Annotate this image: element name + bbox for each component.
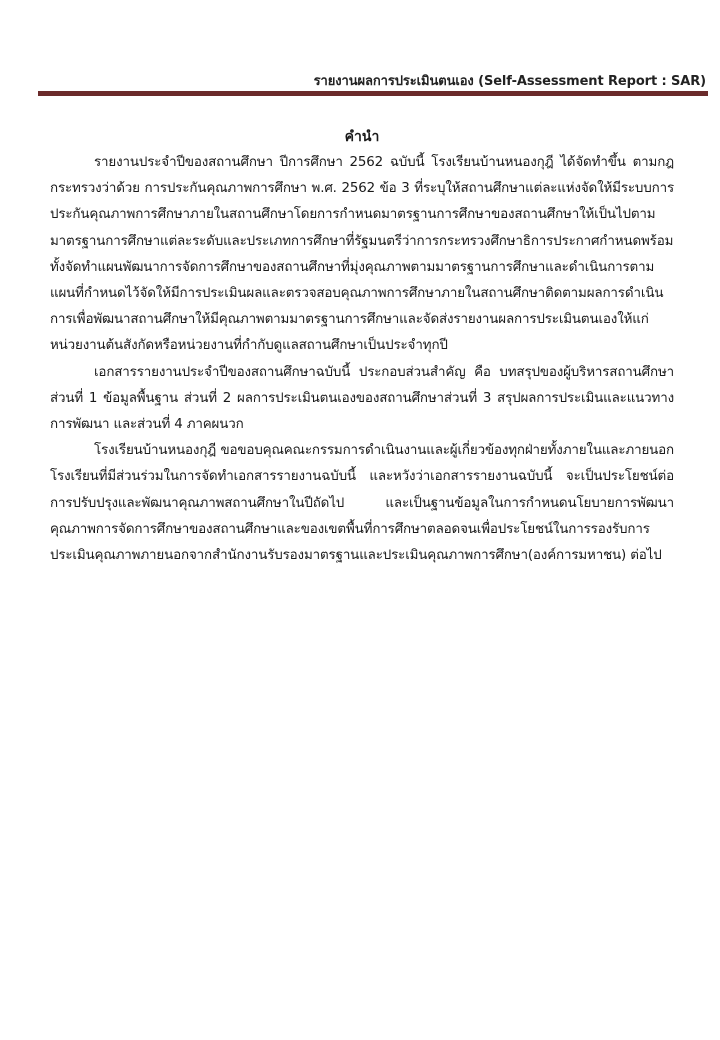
report-title: รายงานผลการประเมินตนเอง (Self-Assessment Report : SAR) — [313, 74, 706, 89]
document-body — [50, 124, 674, 569]
document-title: คำนำ — [344, 129, 380, 145]
paragraph-intro: รายงานประจำปีของสถานศึกษา ปีการศึกษา 2562 ฉบับนี้ โรงเรียนบ้านหนองกุฎี ได้จัดทำขึ้น ตามกฎกระทรวงว่าด้วย การประกันคุณภาพการศึกษา พ.ศ. 2562 ข้อ 3 ที่ระบุให้สถานศึกษาแต่ละแห่งจัดให้มีระบบการประกันคุณภาพการศึกษาภายในสถานศึกษาโดยการกำหนดมาตรฐานการศึกษาของสถานศึกษาให้เป็นไปตามมาตรฐานการศึกษาแต่ละระดับและประเภทการศึกษาที่รัฐมนตรีว่าการกระทรวงศึกษาธิการประกาศกำหนดพร้อมทั้งจัดทำแผนพัฒนาการจัดการศึกษาของสถานศึกษาที่มุ่งคุณภาพตามมาตรฐานการศึกษาและดำเนินการตามแผนที่กำหนดไว้จัดให้มีการประเมินผลและตรวจสอบคุณภาพการศึกษาภายในสถานศึกษาติดตามผลการดำเนินการเพื่อพัฒนาสถานศึกษาให้มีคุณภาพตามมาตรฐานการศึกษาและจัดส่งรายงานผลการประเมินตนเองให้แก่หน่วยงานต้นสังกัดหรือหน่วยงานที่กำกับดูแลสถานศึกษาเป็นประจำทุกปี — [50, 155, 674, 354]
paragraph-contents: เอกสารรายงานประจำปีของสถานศึกษาฉบับนี้ ประกอบส่วนสำคัญ คือ บทสรุปของผู้บริหารสถานศึกษา ส่วนที่ 1 ข้อมูลพื้นฐาน ส่วนที่ 2 ผลการประเมินตนเองของสถานศึกษาส่วนที่ 3 สรุปผลการประเมินและแนวทางการพัฒนา และส่วนที่ 4 ภาคผนวก — [50, 364, 674, 433]
header-divider — [38, 91, 708, 96]
page-header — [38, 70, 708, 100]
paragraph-acknowledgement: โรงเรียนบ้านหนองกุฎี ขอขอบคุณคณะกรรมการดำเนินงานและผู้เกี่ยวข้องทุกฝ่ายทั้งภายในและภายนอกโรงเรียนที่มีส่วนร่วมในการจัดทำเอกสารรายงานฉบับนี้ และหวังว่าเอกสารรายงานฉบับนี้ จะเป็นประโยชน์ต่อการปรับปรุงและพัฒนาคุณภาพสถานศึกษาในปีถัดไป และเป็นฐานข้อมูลในการกำหนดนโยบายการพัฒนาคุณภาพการจัดการศึกษาของสถานศึกษาและของเขตพื้นที่การศึกษาตลอดจนเพื่อประโยชน์ในการรองรับการประเมินคุณภาพภายนอกจากสำนักงานรับรองมาตรฐานและประเมินคุณภาพการศึกษา(องค์การมหาชน) ต่อไป — [50, 443, 674, 564]
